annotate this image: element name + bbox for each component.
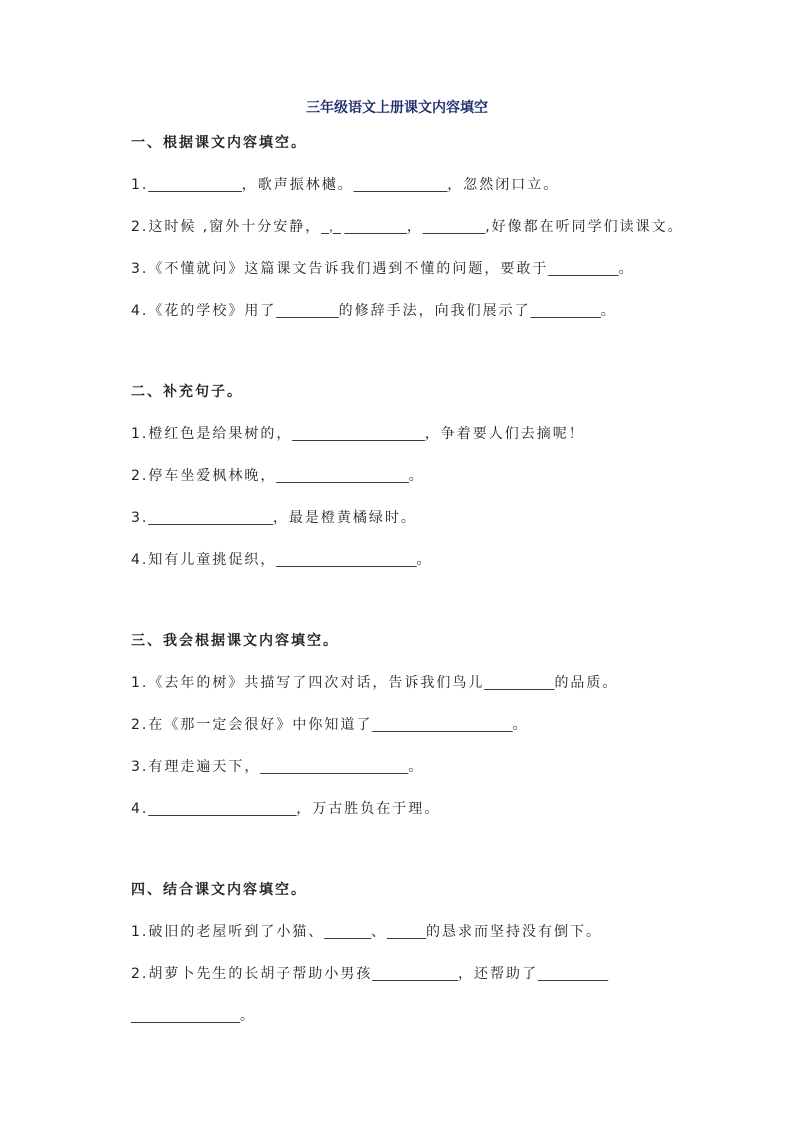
worksheet-content	[131, 123, 771, 1036]
question-3-4	[131, 787, 771, 829]
question-4-2-continuation	[131, 994, 771, 1036]
question-text: 。	[618, 261, 635, 277]
question-text: 3.	[131, 510, 149, 526]
question-text: ，争着要人们去摘呢！	[424, 426, 585, 442]
question-2-3	[131, 496, 771, 538]
question-text: 。	[512, 717, 529, 733]
question-text: 2.在《那一定会很好》中你知道了	[131, 717, 373, 733]
question-3-1	[131, 661, 771, 703]
answer-blank: ______________	[131, 1007, 241, 1023]
question-2-4	[131, 538, 771, 580]
question-1-3	[131, 247, 771, 289]
question-3-2	[131, 703, 771, 745]
answer-blank: _,_ ________	[321, 218, 407, 234]
question-text: 。	[408, 468, 425, 484]
question-1-4	[131, 289, 771, 331]
answer-blank: _________	[548, 260, 619, 276]
answer-blank: _________	[530, 302, 601, 318]
question-text: 的修辞手法，向我们展示了	[338, 303, 531, 319]
question-text: 的品质。	[554, 675, 619, 691]
answer-blank: ________________	[148, 509, 273, 525]
question-text: 2.停车坐爱枫林晚，	[131, 468, 277, 484]
question-4-1	[131, 910, 771, 952]
section-1-heading: 一、根据课文内容填空。	[131, 135, 307, 151]
section-4	[131, 870, 771, 1036]
answer-blank: ____________	[148, 176, 242, 192]
question-text: ,好像都在听同学们读课文。	[485, 219, 684, 235]
question-4-2	[131, 952, 771, 994]
question-text: ，歌声振林樾。	[241, 177, 354, 193]
answer-blank: ______	[324, 923, 372, 939]
document-title: 三年级语文上册课文内容填空	[306, 100, 488, 116]
question-text: 4.	[131, 801, 149, 817]
answer-blank: ___________	[372, 965, 459, 981]
question-text: ，	[406, 219, 423, 235]
question-text: ，还帮助了	[458, 966, 539, 982]
section-3-heading: 三、我会根据课文内容填空。	[131, 633, 339, 649]
answer-blank: ________	[276, 302, 339, 318]
question-1-1	[131, 163, 771, 205]
question-text: 4.知有儿童挑促织，	[131, 552, 277, 568]
question-text: 3.有理走遍天下，	[131, 759, 261, 775]
answer-blank: _________________	[276, 467, 409, 483]
answer-blank: _________________	[292, 425, 425, 441]
question-text: 1.橙红色是给果树的，	[131, 426, 293, 442]
answer-blank: _____	[387, 923, 427, 939]
answer-blank: _________	[484, 674, 555, 690]
answer-blank: ____________	[353, 176, 448, 192]
answer-blank: __________________	[276, 551, 417, 567]
section-2	[131, 372, 771, 580]
answer-blank: ___________________	[148, 800, 297, 816]
answer-blank: ________	[422, 218, 486, 234]
answer-blank: __________________	[372, 716, 513, 732]
section-4-heading: 四、结合课文内容填空。	[131, 882, 307, 898]
question-text: 1.	[131, 177, 149, 193]
question-text: 。	[416, 552, 433, 568]
question-text: 1.破旧的老屋听到了小猫、	[131, 924, 325, 940]
question-text: 的恳求而坚持没有倒下。	[426, 924, 603, 940]
question-text: 2.这时候 ,窗外十分安静，	[131, 219, 322, 235]
answer-blank: ___________________	[260, 758, 409, 774]
question-text: 。	[408, 759, 425, 775]
question-text: ，忽然闭口立。	[447, 177, 560, 193]
question-2-2	[131, 454, 771, 496]
question-text: ，最是橙黄橘绿时。	[272, 510, 417, 526]
question-text: ，万古胜负在于理。	[296, 801, 441, 817]
question-1-2	[131, 205, 771, 247]
question-text: 4.《花的学校》用了	[131, 303, 277, 319]
question-3-3	[131, 745, 771, 787]
question-text: 3.《不懂就问》这篇课文告诉我们遇到不懂的问题，要敢于	[131, 261, 549, 277]
question-text: 。	[240, 1008, 257, 1024]
question-text: 、	[371, 924, 388, 940]
question-text: 2.胡萝卜先生的长胡子帮助小男孩	[131, 966, 373, 982]
section-1	[131, 123, 771, 331]
question-text: 1.《去年的树》共描写了四次对话，告诉我们鸟儿	[131, 675, 485, 691]
section-2-heading: 二、补充句子。	[131, 384, 243, 400]
section-3	[131, 621, 771, 829]
question-text: 。	[600, 303, 617, 319]
question-2-1	[131, 412, 771, 454]
answer-blank: _________	[538, 965, 609, 981]
